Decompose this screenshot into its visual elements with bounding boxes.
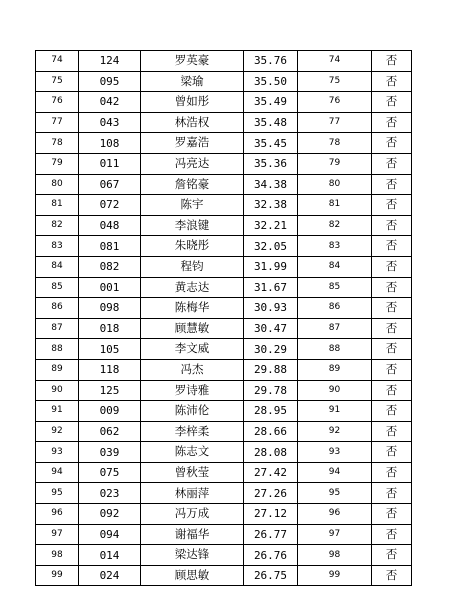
- id-cell: 095: [79, 71, 141, 92]
- rank-repeat-cell: 95: [298, 483, 372, 504]
- score-cell: 30.93: [244, 298, 298, 319]
- id-cell: 039: [79, 442, 141, 463]
- table-row: [36, 298, 412, 319]
- rank-cell: 80: [36, 174, 79, 195]
- rank-repeat-cell: 80: [298, 174, 372, 195]
- score-cell: 35.36: [244, 153, 298, 174]
- flag-cell: 否: [372, 153, 412, 174]
- id-cell: 024: [79, 565, 141, 586]
- flag-cell: 否: [372, 51, 412, 72]
- rank-cell: 78: [36, 133, 79, 154]
- rank-cell: 96: [36, 504, 79, 525]
- id-cell: 062: [79, 421, 141, 442]
- rank-cell: 93: [36, 442, 79, 463]
- rank-cell: 97: [36, 524, 79, 545]
- score-cell: 27.12: [244, 504, 298, 525]
- name-cell: 冯亮达: [141, 153, 244, 174]
- score-cell: 27.42: [244, 462, 298, 483]
- name-cell: 林丽萍: [141, 483, 244, 504]
- score-cell: 30.47: [244, 318, 298, 339]
- name-cell: 冯万成: [141, 504, 244, 525]
- name-cell: 李梓柔: [141, 421, 244, 442]
- rank-cell: 91: [36, 401, 79, 422]
- rank-cell: 81: [36, 195, 79, 216]
- score-cell: 28.95: [244, 401, 298, 422]
- name-cell: 冯杰: [141, 359, 244, 380]
- id-cell: 098: [79, 298, 141, 319]
- id-cell: 075: [79, 462, 141, 483]
- rank-cell: 75: [36, 71, 79, 92]
- rank-repeat-cell: 76: [298, 92, 372, 113]
- id-cell: 118: [79, 359, 141, 380]
- rank-repeat-cell: 88: [298, 339, 372, 360]
- rank-cell: 94: [36, 462, 79, 483]
- table-row: [36, 524, 412, 545]
- rank-cell: 79: [36, 153, 79, 174]
- table-row: [36, 462, 412, 483]
- table-row: [36, 504, 412, 525]
- table-row: [36, 442, 412, 463]
- rank-repeat-cell: 92: [298, 421, 372, 442]
- name-cell: 詹铭豪: [141, 174, 244, 195]
- table-row: [36, 545, 412, 566]
- flag-cell: 否: [372, 380, 412, 401]
- flag-cell: 否: [372, 195, 412, 216]
- name-cell: 顾思敏: [141, 565, 244, 586]
- table-row: [36, 153, 412, 174]
- score-cell: 26.75: [244, 565, 298, 586]
- score-cell: 35.76: [244, 51, 298, 72]
- rank-repeat-cell: 75: [298, 71, 372, 92]
- score-cell: 28.66: [244, 421, 298, 442]
- rank-repeat-cell: 74: [298, 51, 372, 72]
- flag-cell: 否: [372, 462, 412, 483]
- rank-cell: 77: [36, 112, 79, 133]
- flag-cell: 否: [372, 524, 412, 545]
- table-row: [36, 359, 412, 380]
- rank-cell: 84: [36, 256, 79, 277]
- flag-cell: 否: [372, 421, 412, 442]
- id-cell: 072: [79, 195, 141, 216]
- score-cell: 31.99: [244, 256, 298, 277]
- id-cell: 023: [79, 483, 141, 504]
- table-row: [36, 112, 412, 133]
- rank-cell: 86: [36, 298, 79, 319]
- table-row: [36, 380, 412, 401]
- name-cell: 李浪键: [141, 215, 244, 236]
- score-cell: 30.29: [244, 339, 298, 360]
- name-cell: 罗英豪: [141, 51, 244, 72]
- table-row: [36, 133, 412, 154]
- table-row: [36, 256, 412, 277]
- name-cell: 程钧: [141, 256, 244, 277]
- rank-repeat-cell: 93: [298, 442, 372, 463]
- rank-repeat-cell: 94: [298, 462, 372, 483]
- table-row: [36, 71, 412, 92]
- id-cell: 081: [79, 236, 141, 257]
- rank-cell: 74: [36, 51, 79, 72]
- id-cell: 014: [79, 545, 141, 566]
- name-cell: 林浩权: [141, 112, 244, 133]
- table-row: [36, 318, 412, 339]
- rank-repeat-cell: 86: [298, 298, 372, 319]
- id-cell: 043: [79, 112, 141, 133]
- name-cell: 梁瑜: [141, 71, 244, 92]
- score-cell: 29.78: [244, 380, 298, 401]
- flag-cell: 否: [372, 298, 412, 319]
- table-row: [36, 236, 412, 257]
- id-cell: 082: [79, 256, 141, 277]
- rank-repeat-cell: 77: [298, 112, 372, 133]
- score-cell: 26.77: [244, 524, 298, 545]
- score-cell: 35.49: [244, 92, 298, 113]
- id-cell: 124: [79, 51, 141, 72]
- flag-cell: 否: [372, 401, 412, 422]
- rank-repeat-cell: 78: [298, 133, 372, 154]
- name-cell: 李文威: [141, 339, 244, 360]
- flag-cell: 否: [372, 174, 412, 195]
- flag-cell: 否: [372, 483, 412, 504]
- rank-repeat-cell: 99: [298, 565, 372, 586]
- score-cell: 35.50: [244, 71, 298, 92]
- table-row: [36, 195, 412, 216]
- rank-repeat-cell: 96: [298, 504, 372, 525]
- id-cell: 125: [79, 380, 141, 401]
- id-cell: 001: [79, 277, 141, 298]
- name-cell: 罗诗雅: [141, 380, 244, 401]
- flag-cell: 否: [372, 442, 412, 463]
- score-cell: 28.08: [244, 442, 298, 463]
- flag-cell: 否: [372, 92, 412, 113]
- flag-cell: 否: [372, 133, 412, 154]
- rank-repeat-cell: 97: [298, 524, 372, 545]
- table-row: [36, 92, 412, 113]
- rank-repeat-cell: 98: [298, 545, 372, 566]
- score-cell: 27.26: [244, 483, 298, 504]
- results-table-body: [36, 51, 412, 586]
- table-row: [36, 483, 412, 504]
- name-cell: 梁达锋: [141, 545, 244, 566]
- name-cell: 陈梅华: [141, 298, 244, 319]
- name-cell: 顾慧敏: [141, 318, 244, 339]
- id-cell: 094: [79, 524, 141, 545]
- name-cell: 曾如彤: [141, 92, 244, 113]
- rank-cell: 95: [36, 483, 79, 504]
- flag-cell: 否: [372, 545, 412, 566]
- rank-repeat-cell: 87: [298, 318, 372, 339]
- name-cell: 陈宇: [141, 195, 244, 216]
- table-row: [36, 421, 412, 442]
- rank-cell: 85: [36, 277, 79, 298]
- flag-cell: 否: [372, 215, 412, 236]
- rank-cell: 88: [36, 339, 79, 360]
- score-cell: 31.67: [244, 277, 298, 298]
- score-cell: 35.48: [244, 112, 298, 133]
- id-cell: 048: [79, 215, 141, 236]
- score-cell: 32.05: [244, 236, 298, 257]
- name-cell: 罗嘉浩: [141, 133, 244, 154]
- flag-cell: 否: [372, 318, 412, 339]
- rank-repeat-cell: 82: [298, 215, 372, 236]
- rank-cell: 92: [36, 421, 79, 442]
- id-cell: 009: [79, 401, 141, 422]
- id-cell: 067: [79, 174, 141, 195]
- rank-repeat-cell: 91: [298, 401, 372, 422]
- name-cell: 陈志文: [141, 442, 244, 463]
- score-cell: 35.45: [244, 133, 298, 154]
- rank-repeat-cell: 89: [298, 359, 372, 380]
- id-cell: 018: [79, 318, 141, 339]
- table-row: [36, 565, 412, 586]
- flag-cell: 否: [372, 565, 412, 586]
- name-cell: 谢福华: [141, 524, 244, 545]
- table-row: [36, 277, 412, 298]
- rank-cell: 82: [36, 215, 79, 236]
- score-cell: 26.76: [244, 545, 298, 566]
- flag-cell: 否: [372, 256, 412, 277]
- table-row: [36, 174, 412, 195]
- name-cell: 朱晓彤: [141, 236, 244, 257]
- flag-cell: 否: [372, 504, 412, 525]
- rank-cell: 90: [36, 380, 79, 401]
- table-row: [36, 51, 412, 72]
- table-row: [36, 339, 412, 360]
- score-cell: 32.38: [244, 195, 298, 216]
- rank-cell: 98: [36, 545, 79, 566]
- flag-cell: 否: [372, 339, 412, 360]
- name-cell: 曾秋莹: [141, 462, 244, 483]
- name-cell: 黄志达: [141, 277, 244, 298]
- id-cell: 042: [79, 92, 141, 113]
- rank-cell: 89: [36, 359, 79, 380]
- flag-cell: 否: [372, 359, 412, 380]
- rank-repeat-cell: 85: [298, 277, 372, 298]
- name-cell: 陈沛伦: [141, 401, 244, 422]
- id-cell: 011: [79, 153, 141, 174]
- rank-cell: 83: [36, 236, 79, 257]
- rank-repeat-cell: 84: [298, 256, 372, 277]
- results-table: [35, 50, 412, 586]
- flag-cell: 否: [372, 277, 412, 298]
- flag-cell: 否: [372, 71, 412, 92]
- rank-repeat-cell: 90: [298, 380, 372, 401]
- rank-cell: 99: [36, 565, 79, 586]
- score-cell: 32.21: [244, 215, 298, 236]
- id-cell: 108: [79, 133, 141, 154]
- table-row: [36, 215, 412, 236]
- table-row: [36, 401, 412, 422]
- id-cell: 105: [79, 339, 141, 360]
- flag-cell: 否: [372, 236, 412, 257]
- score-cell: 34.38: [244, 174, 298, 195]
- rank-repeat-cell: 81: [298, 195, 372, 216]
- score-cell: 29.88: [244, 359, 298, 380]
- rank-cell: 87: [36, 318, 79, 339]
- rank-repeat-cell: 83: [298, 236, 372, 257]
- rank-cell: 76: [36, 92, 79, 113]
- flag-cell: 否: [372, 112, 412, 133]
- rank-repeat-cell: 79: [298, 153, 372, 174]
- id-cell: 092: [79, 504, 141, 525]
